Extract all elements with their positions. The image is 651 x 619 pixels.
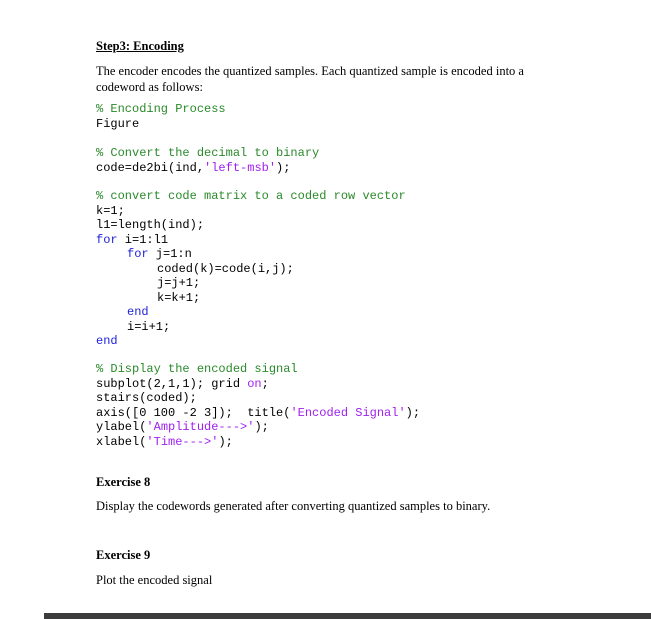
exercise-9-title: Exercise 9 bbox=[96, 548, 151, 562]
exercise-9-text: Plot the encoded signal bbox=[96, 573, 213, 587]
code-grid-on: on bbox=[247, 377, 262, 391]
code-title-end: ); bbox=[405, 406, 421, 420]
exercise-8-text: Display the codewords generated after converting quantized samples to binary. bbox=[96, 499, 491, 513]
step-heading: Step3: Encoding bbox=[96, 39, 184, 53]
code-for-inner-rest: j=1:n bbox=[148, 247, 192, 261]
code-j-inc: j=j+1; bbox=[157, 276, 201, 290]
code-xlabel-string: 'Time--->' bbox=[146, 435, 219, 449]
code-de2bi-prefix: code=de2bi(ind, bbox=[96, 161, 205, 175]
code-de2bi-suffix: ); bbox=[276, 161, 291, 175]
code-figure: Figure bbox=[96, 117, 140, 131]
intro-paragraph: The encoder encodes the quantized samples. Each quantized sample is encoded into a codeword as follows: bbox=[96, 64, 524, 94]
code-xlabel-line bbox=[96, 435, 233, 450]
code-comment-display: % Display the encoded signal bbox=[96, 362, 298, 376]
code-ylabel-part: ylabel( bbox=[96, 420, 147, 434]
code-i-inc: i=i+1; bbox=[127, 320, 171, 334]
code-ylabel-string: 'Amplitude--->' bbox=[146, 420, 255, 434]
code-subplot-part: subplot(2,1,1); grid bbox=[96, 377, 248, 391]
code-for-outer-rest: i=1:l1 bbox=[117, 233, 169, 247]
code-subplot-line bbox=[96, 377, 269, 392]
code-comment-encoding: % Encoding Process bbox=[96, 102, 226, 116]
code-title-string: 'Encoded Signal' bbox=[290, 406, 406, 420]
code-comment-convert: % Convert the decimal to binary bbox=[96, 146, 320, 160]
code-stairs: stairs(coded); bbox=[96, 391, 197, 405]
code-l1-init: l1=length(ind); bbox=[96, 218, 205, 232]
code-for-inner bbox=[127, 247, 192, 262]
code-axis-title-line bbox=[96, 406, 420, 421]
code-xlabel-part: xlabel( bbox=[96, 435, 147, 449]
code-xlabel-end: ); bbox=[218, 435, 233, 449]
code-k-inc: k=k+1; bbox=[157, 291, 201, 305]
code-end-inner: end bbox=[127, 305, 149, 319]
code-end-outer: end bbox=[96, 334, 118, 348]
code-de2bi-string: 'left-msb' bbox=[204, 161, 277, 175]
code-axis-part: axis([0 100 -2 3]); title( bbox=[96, 406, 291, 420]
code-ylabel-line bbox=[96, 420, 269, 435]
code-for-inner-keyword: for bbox=[127, 247, 149, 261]
code-coded-assign: coded(k)=code(i,j); bbox=[157, 262, 294, 276]
code-comment-rowvector: % convert code matrix to a coded row vector bbox=[96, 189, 406, 203]
code-for-outer bbox=[96, 233, 168, 248]
code-for-outer-keyword: for bbox=[96, 233, 118, 247]
code-k-init: k=1; bbox=[96, 204, 125, 218]
exercise-8-title: Exercise 8 bbox=[96, 475, 151, 489]
code-de2bi-line bbox=[96, 161, 290, 176]
page-bottom-rule bbox=[44, 613, 651, 619]
code-subplot-end: ; bbox=[261, 377, 269, 391]
code-ylabel-end: ); bbox=[254, 420, 269, 434]
